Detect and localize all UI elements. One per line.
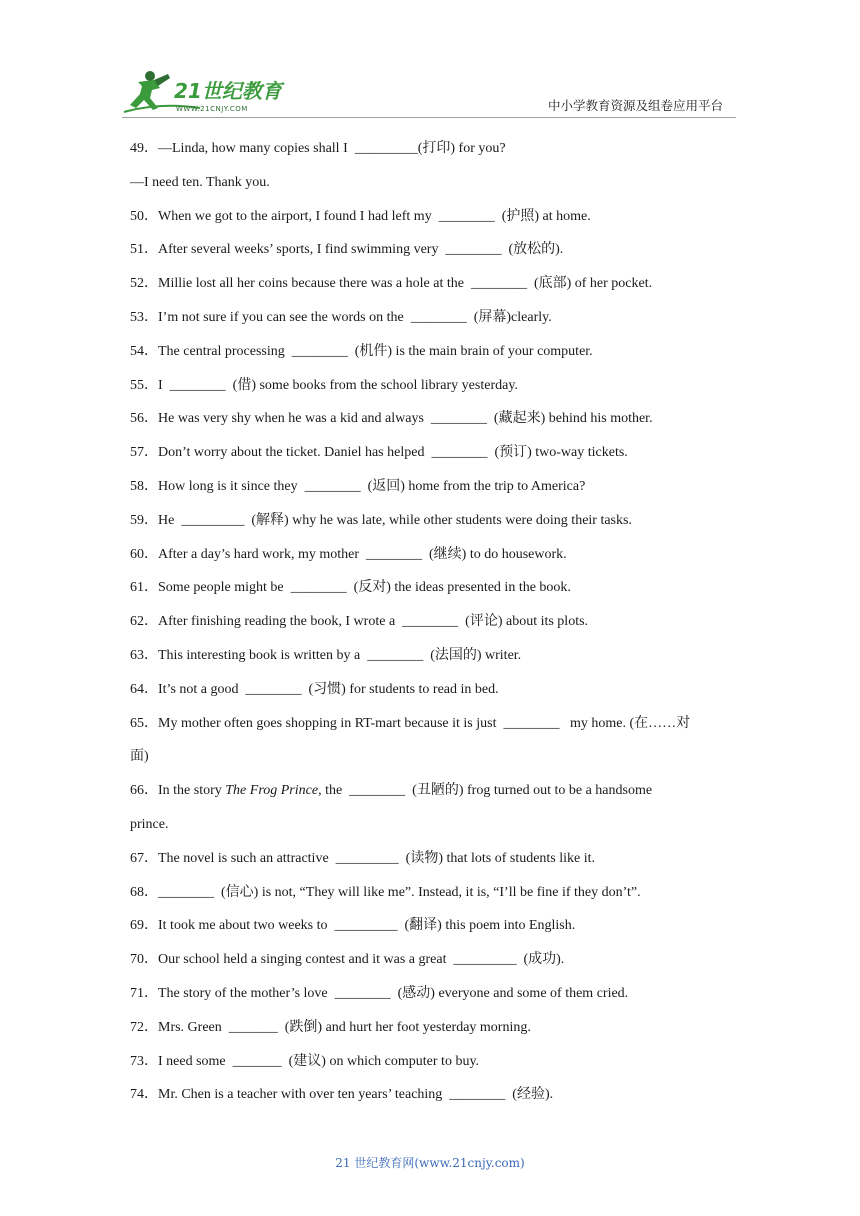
question-line: 63．This interesting book is written by a ________ (法国的) writer. <box>130 647 522 663</box>
question-line: 71．The story of the mother’s love ________ (感动) everyone and some of them cried. <box>130 985 629 1001</box>
question-line: 64．It’s not a good ________ (习惯) for students to read in bed. <box>130 681 499 697</box>
question-line: 72．Mrs. Green _______ (跌倒) and hurt her foot yesterday morning. <box>130 1019 531 1035</box>
question-list <box>130 132 740 1112</box>
question-line: 54．The central processing ________ (机件) is the main brain of your computer. <box>130 343 593 359</box>
question-line: 56．He was very shy when he was a kid and always ________ (藏起来) behind his mother. <box>130 411 653 427</box>
question-line: 52．Millie lost all her coins because there was a hole at the ________ (底部) of her pocket. <box>130 276 653 292</box>
logo-text: 21世纪教育 <box>174 79 282 103</box>
question-line: 51．After several weeks’ sports, I find swimming very ________ (放松的). <box>130 242 564 258</box>
question-line: 57．Don’t worry about the ticket. Daniel has helped ________ (预订) two-way tickets. <box>130 445 628 461</box>
page-footer: 21 世纪教育网(www.21cnjy.com) <box>335 1156 525 1170</box>
platform-name: 中小学教育资源及组卷应用平台 <box>548 98 724 113</box>
logo-url-text: WWW.21CNJY.COM <box>176 105 248 113</box>
header-divider <box>122 117 736 118</box>
question-line: 49．—Linda, how many copies shall I _________(打印) for you? <box>130 141 506 156</box>
question-line: 50．When we got to the airport, I found I had left my ________ (护照) at home. <box>130 208 591 224</box>
question-text: , the ________ (丑陋的) frog turned out to be a handsome <box>318 783 653 799</box>
story-title: The Frog Prince <box>225 783 319 799</box>
runner-logo-icon <box>120 68 290 116</box>
question-line: 55．I ________ (借) some books from the school library yesterday. <box>130 377 518 393</box>
question-line: 53．I’m not sure if you can see the words on the ________ (屏幕)clearly. <box>130 309 552 325</box>
page-header <box>0 0 860 120</box>
question-line: 69．It took me about two weeks to _________ (翻译) this poem into English. <box>130 918 576 934</box>
question-text: 66．In the story <box>130 783 226 799</box>
question-line: 73．I need some _______ (建议) on which computer to buy. <box>130 1053 480 1069</box>
question-line: 70．Our school held a singing contest and it was a great _________ (成功). <box>130 952 565 968</box>
question-line: 65．My mother often goes shopping in RT-mart because it is just ________ my home. (在……对 <box>130 715 691 731</box>
question-line: 面) <box>130 749 149 765</box>
question-line: 58．How long is it since they ________ (返回) home from the trip to America? <box>130 478 586 494</box>
question-line: 67．The novel is such an attractive _________ (读物) that lots of students like it. <box>130 850 596 866</box>
question-line <box>130 774 740 808</box>
question-line: 59．He _________ (解释) why he was late, while other students were doing their tasks. <box>130 512 632 528</box>
question-line: 60．After a day’s hard work, my mother ________ (继续) to do housework. <box>130 546 567 562</box>
question-line: 74．Mr. Chen is a teacher with over ten years’ teaching ________ (经验). <box>130 1087 554 1103</box>
question-line: 62．After finishing reading the book, I wrote a ________ (评论) about its plots. <box>130 614 589 630</box>
question-line: 68．________ (信心) is not, “They will like me”. Instead, it is, “I’ll be fine if they don’t”. <box>130 884 641 900</box>
question-line: prince. <box>130 816 169 832</box>
site-logo <box>120 68 290 116</box>
question-line: —I need ten. Thank you. <box>130 174 270 190</box>
question-line: 61．Some people might be ________ (反对) the ideas presented in the book. <box>130 580 571 596</box>
